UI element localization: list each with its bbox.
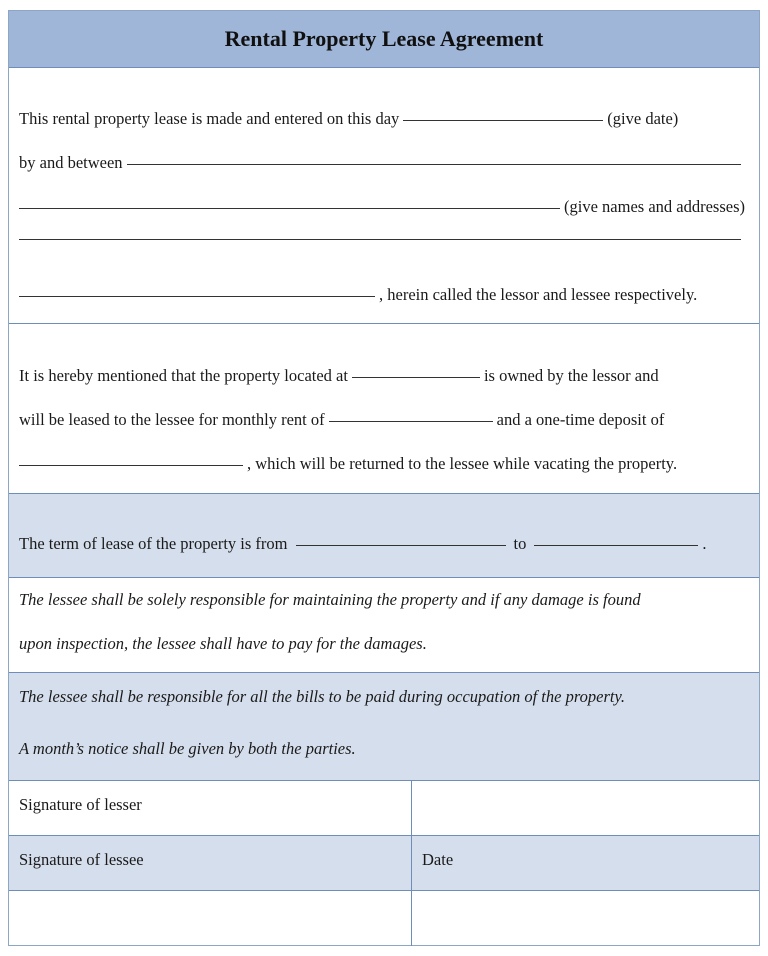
date-hint: (give date) — [607, 109, 679, 128]
parties-blank-2[interactable] — [19, 207, 560, 209]
signature-table — [9, 781, 759, 946]
location-line — [19, 366, 745, 386]
term-to-text: to — [513, 534, 527, 553]
rent-text: will be leased to the lessee for monthly rent of — [19, 410, 325, 429]
lessee-signature-row — [9, 836, 759, 891]
parties-line — [19, 153, 745, 173]
parties-line-text: by and between — [19, 153, 123, 172]
names-hint: (give names and addresses) — [564, 197, 745, 216]
date-label: Date — [422, 850, 454, 869]
term-end-dot: . — [702, 534, 707, 553]
location-text: It is hereby mentioned that the property located at — [19, 366, 348, 385]
owned-text: is owned by the lessor and — [483, 366, 659, 385]
parties-blank-4[interactable] — [19, 295, 375, 297]
lesser-signature-row — [9, 781, 759, 836]
parties-blank-1[interactable] — [127, 163, 741, 165]
deposit-text: and a one-time deposit of — [496, 410, 665, 429]
names-line — [19, 197, 745, 217]
location-blank[interactable] — [352, 376, 480, 378]
address-line — [19, 241, 745, 243]
bills-line: The lessee shall be responsible for all the bills to be paid during occupation of the property. — [19, 687, 626, 706]
lessee-signature-label: Signature of lessee — [9, 836, 412, 890]
parties-section — [9, 67, 759, 324]
signature-blank-row — [9, 891, 759, 946]
term-section — [9, 494, 759, 578]
lessee-signature-field[interactable] — [9, 891, 412, 946]
term-end-blank[interactable] — [534, 544, 698, 546]
term-line — [19, 534, 745, 554]
term-start-blank[interactable] — [296, 544, 506, 546]
maintenance-section — [9, 578, 759, 673]
date-line-text: This rental property lease is made and entered on this day — [19, 109, 400, 128]
deposit-blank[interactable] — [19, 464, 243, 466]
notice-line: A month’s notice shall be given by both the parties. — [19, 739, 356, 758]
date-blank[interactable] — [403, 119, 603, 121]
date-field[interactable] — [412, 891, 759, 946]
lessor-lessee-text: , herein called the lessor and lessee respectively. — [379, 285, 698, 304]
lease-form — [8, 10, 760, 946]
maintenance-line-2: upon inspection, the lessee shall have to pay for the damages. — [19, 634, 427, 653]
term-text: The term of lease of the property is from — [19, 534, 288, 553]
maintenance-line-1: The lessee shall be solely responsible for maintaining the property and if any damage is found — [19, 590, 641, 609]
bills-section — [9, 673, 759, 781]
date-line — [19, 109, 745, 129]
form-title: Rental Property Lease Agreement — [9, 11, 759, 68]
lesser-signature-label: Signature of lesser — [9, 781, 412, 835]
parties-blank-3[interactable] — [19, 238, 741, 240]
lessor-lessee-line — [19, 285, 745, 305]
deposit-line — [19, 454, 745, 474]
returned-text: , which will be returned to the lessee while vacating the property. — [247, 454, 678, 473]
rent-blank[interactable] — [329, 420, 493, 422]
lesser-signature-field[interactable] — [412, 781, 759, 835]
rent-line — [19, 410, 745, 430]
property-section — [9, 324, 759, 494]
